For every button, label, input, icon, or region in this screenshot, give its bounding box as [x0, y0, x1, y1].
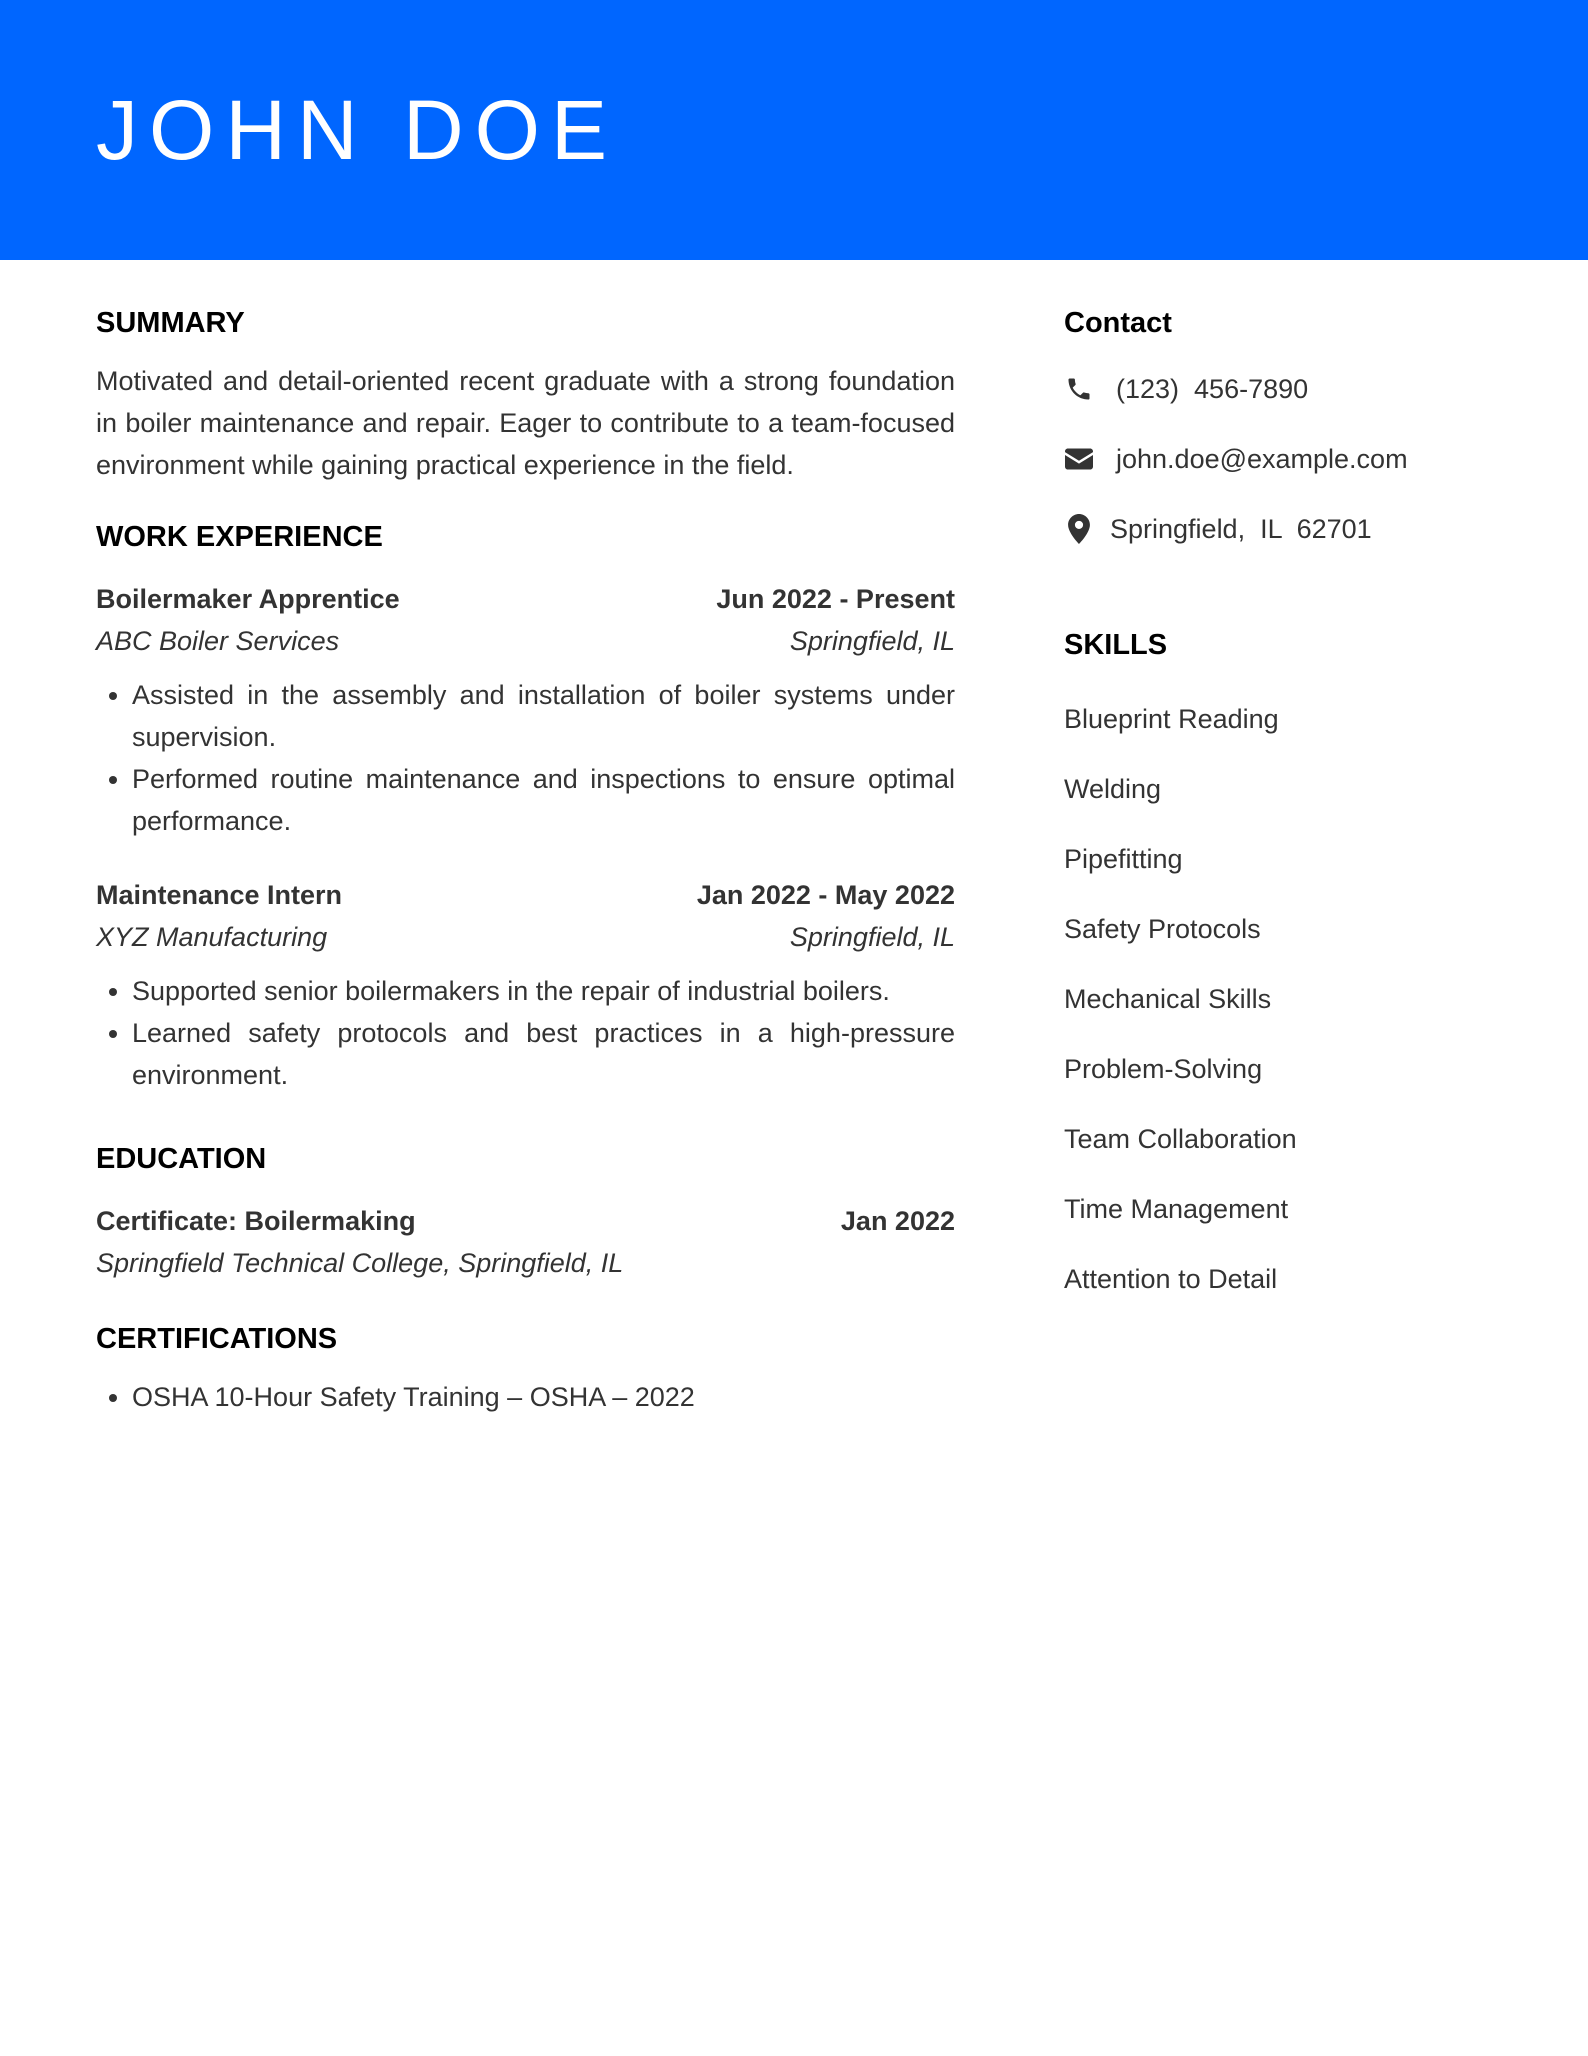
experience-heading: WORK EXPERIENCE [96, 521, 383, 553]
resume-body [0, 260, 1588, 2056]
job-title: Maintenance Intern [96, 880, 343, 910]
job-dates: Jun 2022 - Present [716, 584, 955, 614]
skill-item: Safety Protocols [1064, 914, 1261, 944]
job-bullet: • Learned safety protocols and best practices in a high-pressure environment. [132, 1012, 955, 1096]
job-bullets [96, 970, 955, 1096]
job-bullets [96, 674, 955, 842]
job-title: Boilermaker Apprentice [96, 584, 400, 614]
map-pin-icon [1064, 514, 1094, 544]
job-entry [96, 578, 955, 842]
contact-location [1064, 508, 1504, 550]
certifications-heading: CERTIFICATIONS [96, 1323, 338, 1355]
skill-item: Pipefitting [1064, 844, 1183, 874]
sidebar-column [1064, 298, 1504, 1300]
main-column [96, 298, 955, 1418]
contact-location-text: Springfield, IL 62701 [1110, 513, 1372, 544]
skill-item: Time Management [1064, 1194, 1289, 1224]
job-bullet: • Performed routine maintenance and inspections to ensure optimal performance. [132, 758, 955, 842]
envelope-icon [1064, 444, 1094, 474]
skill-item: Welding [1064, 774, 1162, 804]
skill-item: Team Collaboration [1064, 1124, 1297, 1154]
education-date: Jan 2022 [840, 1206, 955, 1236]
summary-text: Motivated and detail-oriented recent graduate with a strong foundation in boiler maintenance and repair. Eager to contribute to a team-focused environment while gaining practical experience in the field. [96, 366, 955, 480]
job-entry [96, 874, 955, 1096]
job-bullet: • Supported senior boilermakers in the repair of industrial boilers. [132, 970, 955, 1012]
contact-email [1064, 438, 1504, 480]
certifications-list [96, 1376, 955, 1418]
contact-heading: Contact [1064, 307, 1172, 339]
job-company: XYZ Manufacturing [96, 922, 328, 952]
skill-item: Problem-Solving [1064, 1054, 1263, 1084]
skills-heading: SKILLS [1064, 629, 1168, 661]
job-location: Springfield, IL [789, 922, 955, 952]
skill-item: Mechanical Skills [1064, 984, 1272, 1014]
education-degree: Certificate: Boilermaking [96, 1206, 416, 1236]
job-location: Springfield, IL [789, 626, 955, 656]
education-entry [96, 1200, 955, 1284]
job-bullet: • Assisted in the assembly and installation of boiler systems under supervision. [132, 674, 955, 758]
skill-item: Blueprint Reading [1064, 704, 1279, 734]
contact-phone-text: (123) 456-7890 [1116, 373, 1309, 404]
phone-icon [1064, 374, 1094, 404]
job-company: ABC Boiler Services [96, 626, 340, 656]
education-school: Springfield Technical College, Springfield, IL [96, 1248, 624, 1278]
skill-item: Attention to Detail [1064, 1264, 1278, 1294]
job-dates: Jan 2022 - May 2022 [696, 880, 955, 910]
contact-email-text: john.doe@example.com [1116, 443, 1408, 474]
summary-heading: SUMMARY [96, 307, 245, 339]
certification-item: • OSHA 10-Hour Safety Training – OSHA – 2022 [132, 1376, 955, 1418]
contact-phone [1064, 368, 1504, 410]
education-heading: EDUCATION [96, 1143, 267, 1175]
resume-header [0, 0, 1588, 260]
candidate-name: JOHN DOE [96, 83, 619, 177]
